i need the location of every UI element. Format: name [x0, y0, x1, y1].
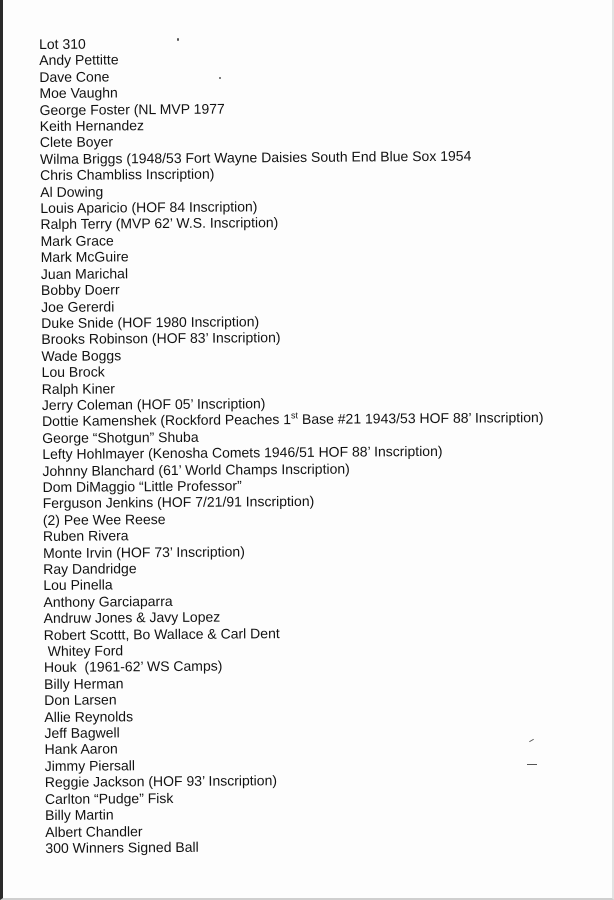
list-item: Ralph Terry (MVP 62’ W.S. Inscription)	[40, 214, 279, 233]
list-item: (2) Pee Wee Reese	[42, 510, 166, 528]
list-item: Lou Brock	[41, 363, 105, 381]
list-item: George Foster (NL MVP 1977	[39, 100, 225, 118]
list-item: Hank Aaron	[44, 740, 118, 758]
list-item: Robert Scottt, Bo Wallace & Carl Dent	[43, 624, 280, 643]
list-item: Lefty Hohlmayer (Kenosha Comets 1946/51 HOF 88’ Inscription)	[42, 443, 443, 463]
list-item: Mark Grace	[40, 232, 114, 249]
list-item: Ruben Rivera	[42, 527, 129, 545]
list-item: Chris Chambliss Inscription)	[40, 165, 215, 184]
list-item: Juan Marichal	[40, 264, 129, 282]
list-item: Andruw Jones & Javy Lopez	[43, 608, 221, 627]
list-item: Ray Dandridge	[43, 560, 137, 577]
list-item: Wade Boggs	[41, 347, 122, 364]
autograph-list	[39, 32, 614, 857]
lot-number: Lot 310	[39, 35, 86, 52]
list-item: Dave Cone	[39, 68, 110, 85]
list-item: Monte Irvin (HOF 73’ Inscription)	[42, 542, 245, 561]
list-item: Billy Herman	[44, 675, 124, 692]
list-item: Dom DiMaggio “Little Professor”	[42, 477, 242, 495]
list-item: Reggie Jackson (HOF 93’ Inscription)	[44, 772, 278, 791]
list-item: Bobby Doerr	[40, 281, 120, 299]
list-item: Lou Pinella	[43, 576, 113, 594]
list-item: Joe Gererdi	[41, 297, 115, 315]
list-item: Andy Pettitte	[39, 51, 119, 69]
list-item: Moe Vaughn	[39, 84, 118, 102]
list-item: Al Dowing	[40, 183, 104, 200]
list-item-text: Base #21 1943/53 HOF 88’ Inscription)	[297, 409, 544, 428]
list-item: Ralph Kiner	[41, 379, 115, 397]
list-item: Duke Snide (HOF 1980 Inscription)	[41, 313, 260, 331]
list-item: Louis Aparicio (HOF 84 Inscription)	[40, 198, 258, 217]
list-item: 300 Winners Signed Ball	[45, 838, 199, 856]
list-item-text: Dottie Kamenshek (Rockford Peaches 1	[41, 411, 292, 430]
list-item: Whitey Ford	[43, 642, 124, 660]
list-item: Jimmy Piersall	[44, 757, 136, 774]
list-item: Don Larsen	[44, 691, 117, 709]
list-item: Billy Martin	[45, 806, 114, 824]
list-item: Clete Boyer	[39, 133, 114, 151]
list-item: Brooks Robinson (HOF 83’ Inscription)	[41, 329, 281, 348]
list-item: Wilma Briggs (1948/53 Fort Wayne Daisies South End Blue Sox 1954	[39, 147, 472, 167]
list-item: Carlton “Pudge” Fisk	[44, 789, 174, 807]
list-item: Jeff Bagwell	[44, 724, 120, 742]
list-item: Johnny Blanchard (61’ World Champs Inscription)	[42, 460, 350, 479]
list-item: Houk (1961-62’ WS Camps)	[43, 658, 223, 676]
list-item: Albert Chandler	[45, 822, 143, 840]
superscript-ordinal: st	[290, 410, 299, 421]
list-item: Keith Hernandez	[39, 117, 145, 135]
list-item: Anthony Garciaparra	[43, 592, 173, 610]
list-item: Jerry Coleman (HOF 05’ Inscription)	[41, 395, 266, 413]
list-item: Ferguson Jenkins (HOF 7/21/91 Inscription)	[42, 493, 315, 512]
list-item: Allie Reynolds	[44, 707, 134, 725]
list-item: Mark McGuire	[40, 248, 129, 266]
list-item: George “Shotgun” Shuba	[42, 428, 199, 446]
